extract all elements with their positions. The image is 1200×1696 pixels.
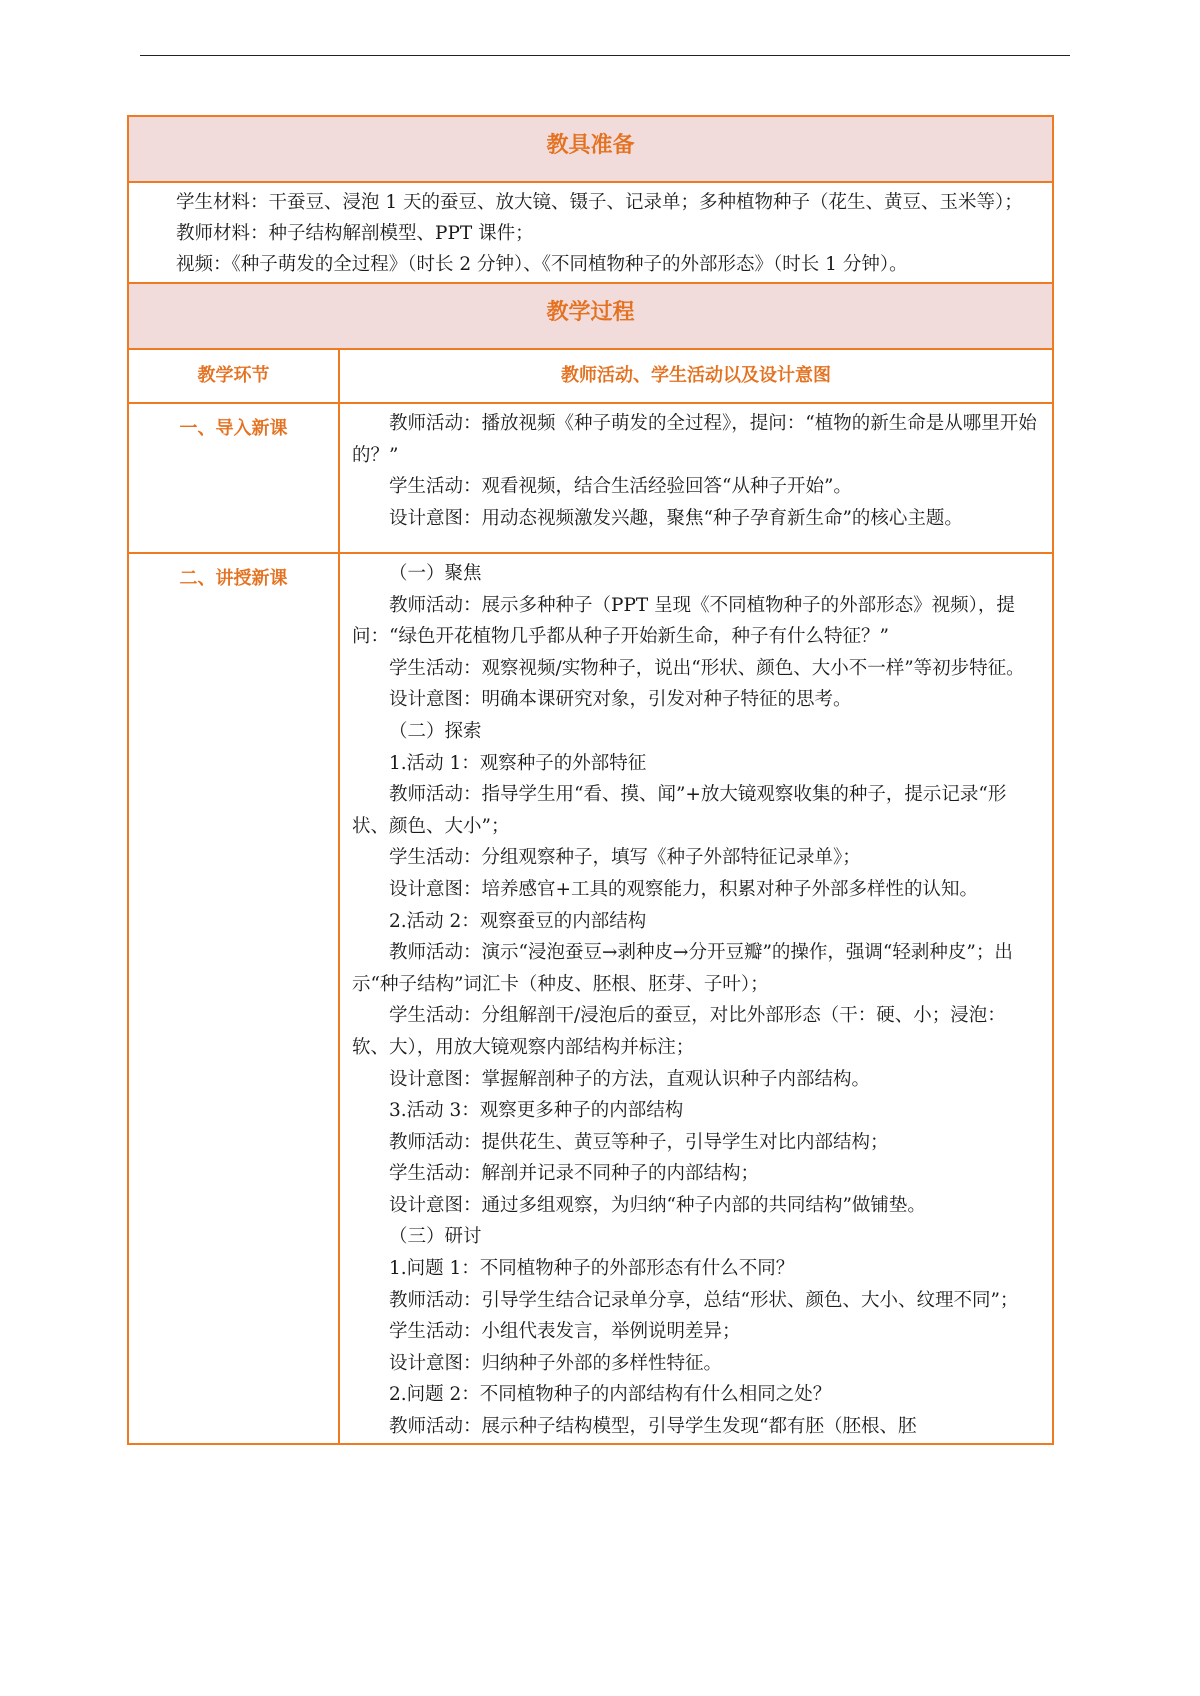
content-line: 设计意图：掌握解剖种子的方法，直观认识种子内部结构。 [389, 1068, 871, 1090]
materials-line: 学生材料：干蚕豆、浸泡 1 天的蚕豆、放大镜、镊子、记录单；多种植物种子（花生、黄豆、玉米等）； [176, 192, 1023, 213]
stage-content [339, 553, 1053, 1444]
content-line: 教师活动：演示“浸泡蚕豆→剥种皮→分开豆瓣”的操作，强调“轻剥种皮”；出示“种子结构”词汇卡（种皮、胚根、胚芽、子叶）； [352, 942, 1013, 995]
stage-label: 二、讲授新课 [128, 553, 339, 1444]
materials-line: 教师材料：种子结构解剖模型、PPT 课件； [176, 223, 534, 244]
content-line: 学生活动：解剖并记录不同种子的内部结构； [389, 1163, 760, 1185]
content-line: 1.问题 1：不同植物种子的外部形态有什么不同？ [389, 1258, 795, 1280]
lesson-plan-table [127, 115, 1054, 1445]
content-line: 教师活动：引导学生结合记录单分享，总结“形状、颜色、大小、纹理不同”； [389, 1289, 1019, 1311]
header-rule [140, 55, 1070, 56]
content-line: 设计意图：培养感官+工具的观察能力，积累对种子外部多样性的认知。 [389, 878, 979, 900]
content-line: 学生活动：小组代表发言，举例说明差异； [389, 1321, 741, 1343]
content-line: 学生活动：观察视频/实物种子，说出“形状、颜色、大小不一样”等初步特征。 [389, 657, 1025, 679]
stage-content [339, 403, 1053, 553]
stage-label: 一、导入新课 [128, 403, 339, 553]
materials-body [128, 182, 1053, 283]
content-line: 2.活动 2：观察蚕豆的内部结构 [389, 910, 647, 932]
content-line: 教师活动：提供花生、黄豆等种子，引导学生对比内部结构； [389, 1131, 889, 1153]
content-line: 设计意图：归纳种子外部的多样性特征。 [389, 1352, 723, 1374]
content-line: 教师活动：指导学生用“看、摸、闻”+放大镜观察收集的种子，提示记录“形状、颜色、大小”； [352, 784, 1007, 837]
content-line: 设计意图：明确本课研究对象，引发对种子特征的思考。 [389, 689, 852, 711]
content-line: 学生活动：分组解剖干/浸泡后的蚕豆，对比外部形态（干：硬、小；浸泡：软、大），用放大镜观察内部结构并标注； [352, 1005, 1006, 1058]
stage-row-intro [128, 403, 1053, 553]
content-line: 教师活动：播放视频《种子萌发的全过程》，提问：“植物的新生命是从哪里开始的？” [352, 413, 1037, 466]
content-line: （一）聚焦 [389, 563, 482, 584]
content-line: （二）探索 [389, 720, 482, 742]
column-header-stage: 教学环节 [128, 349, 339, 403]
content-line: 教师活动：展示多种种子（PPT 呈现《不同植物种子的外部形态》视频），提问：“绿色开花植物几乎都从种子开始新生命，种子有什么特征？” [352, 594, 1015, 648]
content-line: 设计意图：通过多组观察，为归纳“种子内部的共同结构”做铺垫。 [389, 1194, 926, 1216]
column-header-activity: 教师活动、学生活动以及设计意图 [339, 349, 1053, 403]
content-line: 学生活动：分组观察种子，填写《种子外部特征记录单》； [389, 847, 861, 869]
content-line: 教师活动：展示种子结构模型，引导学生发现“都有胚（胚根、胚 [389, 1416, 917, 1438]
content-line: （三）研讨 [389, 1226, 482, 1248]
stage-row-new-lesson [128, 553, 1053, 1444]
content-line: 1.活动 1：观察种子的外部特征 [389, 752, 647, 774]
content-line: 学生活动：观看视频，结合生活经验回答“从种子开始”。 [389, 476, 852, 498]
content-line: 2.问题 2：不同植物种子的内部结构有什么相同之处？ [389, 1384, 832, 1406]
materials-title: 教具准备 [128, 116, 1053, 182]
materials-line: 视频：《种子萌发的全过程》（时长 2 分钟）、《不同植物种子的外部形态》（时长 1 分钟）。 [176, 254, 908, 275]
content-line: 设计意图：用动态视频激发兴趣，聚焦“种子孕育新生命”的核心主题。 [389, 507, 963, 529]
content-line: 3.活动 3：观察更多种子的内部结构 [389, 1100, 684, 1122]
process-title: 教学过程 [128, 283, 1053, 349]
